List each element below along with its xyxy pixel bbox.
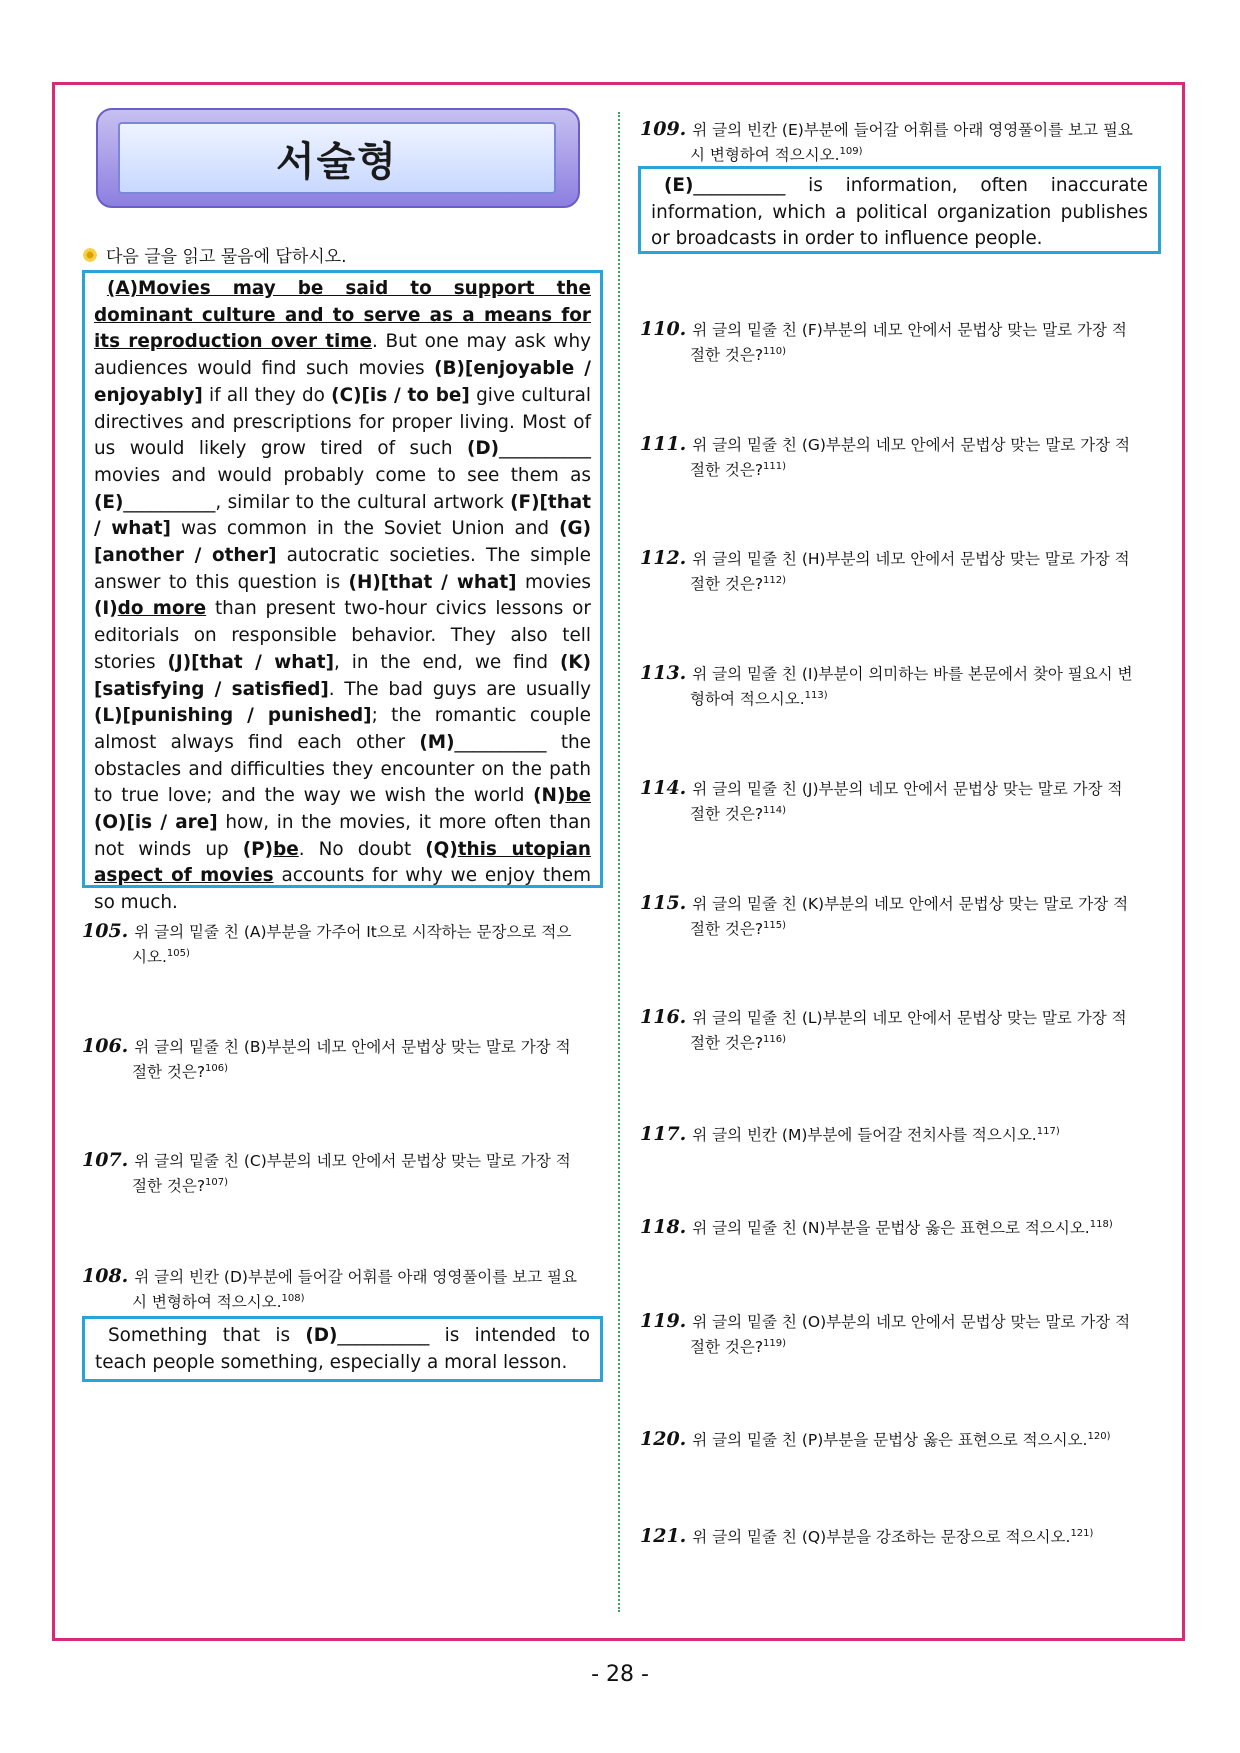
question-112: 112. 위 글의 밑줄 친 (H)부분의 네모 안에서 문법상 맞는 말로 가장 적 절한 것은?$^{112)}$	[640, 547, 1130, 594]
question-119: 119. 위 글의 밑줄 친 (O)부분의 네모 안에서 문법상 맞는 말로 가장 적 절한 것은?$^{119)}$	[640, 1310, 1131, 1357]
instruction-text: 다음 글을 읽고 물음에 답하시오.	[106, 247, 347, 267]
question-111: 111. 위 글의 밑줄 친 (G)부분의 네모 안에서 문법상 맞는 말로 가장 적 절한 것은?$^{111)}$	[640, 433, 1130, 480]
question-107: 107. 위 글의 밑줄 친 (C)부분의 네모 안에서 문법상 맞는 말로 가장 적 절한 것은?$^{107)}$	[82, 1149, 571, 1196]
question-115: 115. 위 글의 밑줄 친 (K)부분의 네모 안에서 문법상 맞는 말로 가장 적 절한 것은?$^{115)}$	[640, 892, 1129, 939]
question-105: 105. 위 글의 밑줄 친 (A)부분을 가주어 It으로 시작하는 문장으로 적으 시오.$^{105)}$	[82, 920, 572, 967]
question-117: 117. 위 글의 빈칸 (M)부분에 들어갈 전치사를 적으시오.$^{117)}$	[640, 1123, 1060, 1146]
passage-paragraph: (A)Movies may be said to support the dominant culture and to serve as a means for its reproduction over time. But one may ask why audiences would find such movies (B)[enjoyable / enjoyably] if all they do (C)[is / to be] give cultural directives and prescriptions for proper living. Most of us would likely grow tired of such (D)__________ movies and would probably come to see them as (E)__________, similar to the cultural artwork (F)[that / what] was common in the Soviet Union and (G)[another / other] autocratic societies. The simple answer to this question is (H)[that / what] movies (I)do more than present two-hour civics lessons or editorials on responsible behavior. They also tell stories (J)[that / what], in the end, we find (K)[satisfying / satisfied]. The bad guys are usually (L)[punishing / punished]; the romantic couple almost always find each other (M)__________ the obstacles and difficulties they encounter on the path to true love; and the way we wish the world (N)be (O)[is / are] how, in the movies, it more often than not winds up (P)be. No doubt (Q)this utopian aspect of movies accounts for why we enjoy them so much.	[94, 278, 592, 914]
question-108: 108. 위 글의 빈칸 (D)부분에 들어갈 어휘를 아래 영영풀이를 보고 필요 시 변형하여 적으시오.$^{108)}$	[82, 1265, 577, 1312]
question-109: 109. 위 글의 빈칸 (E)부분에 들어갈 어휘를 아래 영영풀이를 보고 필요 시 변형하여 적으시오.$^{109)}$	[640, 118, 1133, 165]
flower-icon	[82, 247, 98, 263]
definition-box-108: Something that is (D)__________ is intended to teach people something, especially a moral lesson.	[82, 1316, 603, 1382]
question-118: 118. 위 글의 밑줄 친 (N)부분을 문법상 옳은 표현으로 적으시오.$^{118)}$	[640, 1216, 1113, 1239]
column-divider	[618, 112, 620, 1612]
passage-part-a: (A)Movies may be said to support the dominant culture and to serve as a means for its reproduction over time	[94, 278, 591, 353]
page-number: - 28 -	[591, 1662, 649, 1687]
question-121: 121. 위 글의 밑줄 친 (Q)부분을 강조하는 문장으로 적으시오.$^{121)}$	[640, 1525, 1094, 1548]
title-banner-inner	[118, 122, 556, 194]
reading-passage	[82, 270, 603, 914]
question-106: 106. 위 글의 밑줄 친 (B)부분의 네모 안에서 문법상 맞는 말로 가장 적 절한 것은?$^{106)}$	[82, 1035, 571, 1082]
section-title: 서술형	[276, 138, 398, 185]
instruction	[82, 242, 347, 267]
question-113: 113. 위 글의 밑줄 친 (I)부분이 의미하는 바를 본문에서 찾아 필요시 변 형하여 적으시오.$^{113)}$	[640, 662, 1133, 709]
definition-box-109: (E)__________ is information, often inaccurate information, which a political organization publishes or broadcasts in order to influence people.	[638, 166, 1161, 254]
question-114: 114. 위 글의 밑줄 친 (J)부분의 네모 안에서 문법상 맞는 말로 가장 적 절한 것은?$^{114)}$	[640, 777, 1123, 824]
question-110: 110. 위 글의 밑줄 친 (F)부분의 네모 안에서 문법상 맞는 말로 가장 적 절한 것은?$^{110)}$	[640, 318, 1127, 365]
question-116: 116. 위 글의 밑줄 친 (L)부분의 네모 안에서 문법상 맞는 말로 가장 적 절한 것은?$^{116)}$	[640, 1006, 1127, 1053]
question-120: 120. 위 글의 밑줄 친 (P)부분을 문법상 옳은 표현으로 적으시오.$^{120)}$	[640, 1428, 1111, 1451]
